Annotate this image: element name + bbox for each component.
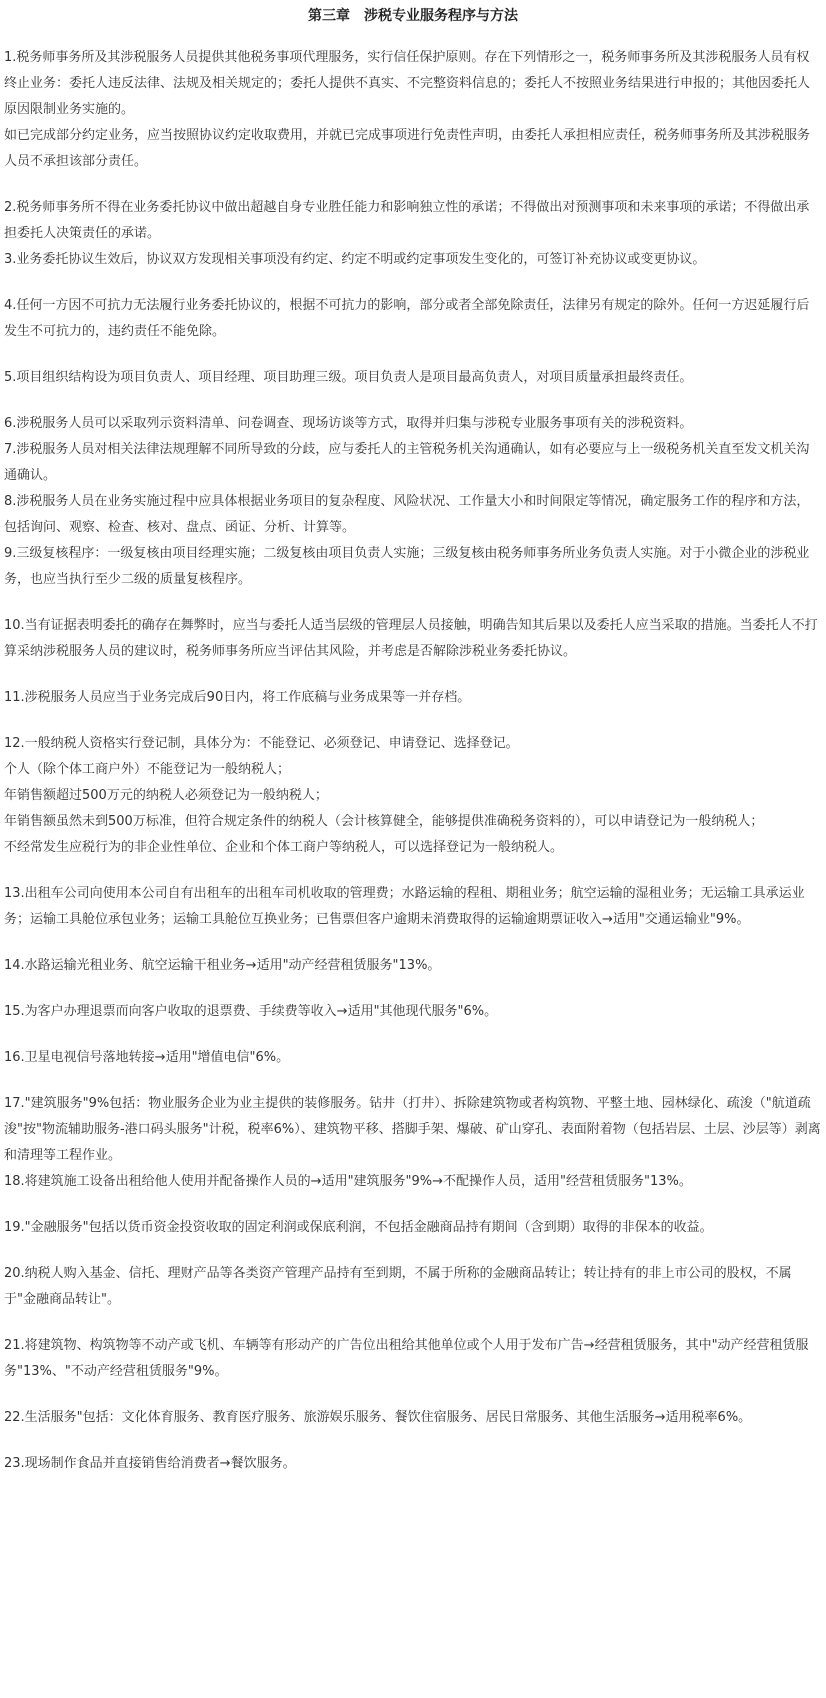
document-body <box>4 45 822 1477</box>
paragraph: 3.业务委托协议生效后，协议双方发现相关事项没有约定、约定不明或约定事项发生变化的，可签订补充协议或变更协议。 <box>4 252 706 267</box>
paragraph: 20.纳税人购入基金、信托、理财产品等各类资产管理产品持有至到期，不属于所称的金融商品转让；转让持有的非上市公司的股权，不属于"金融商品转让"。 <box>4 1266 792 1307</box>
paragraph: 15.为客户办理退票而向客户收取的退票费、手续费等收入→适用"其他现代服务"6%。 <box>4 1004 498 1019</box>
paragraph: 个人（除个体工商户外）不能登记为一般纳税人； <box>4 762 291 777</box>
paragraph: 4.任何一方因不可抗力无法履行业务委托协议的，根据不可抗力的影响，部分或者全部免除责任，法律另有规定的除外。任何一方迟延履行后发生不可抗力的，违约责任不能免除。 <box>4 298 810 339</box>
paragraph-spacer <box>4 593 822 613</box>
paragraph-spacer <box>4 345 822 365</box>
paragraph-spacer <box>4 861 822 881</box>
paragraph: 12.一般纳税人资格实行登记制，具体分为：不能登记、必须登记、申请登记、选择登记。 <box>4 736 519 751</box>
paragraph: 10.当有证据表明委托的确存在舞弊时，应当与委托人适当层级的管理层人员接触，明确告知其后果以及委托人应当采取的措施。当委托人不打算采纳涉税服务人员的建议时，税务师事务所应当评估其风险，并考虑是否解除涉税业务委托协议。 <box>4 618 818 659</box>
paragraph-spacer <box>4 711 822 731</box>
document-page <box>0 7 826 1477</box>
paragraph-spacer <box>4 1313 822 1333</box>
paragraph: 年销售额超过500万元的纳税人必须登记为一般纳税人； <box>4 788 328 803</box>
paragraph: 9.三级复核程序：一级复核由项目经理实施；二级复核由项目负责人实施；三级复核由税务师事务所业务负责人实施。对于小微企业的涉税业务，也应当执行至少二级的质量复核程序。 <box>4 546 810 587</box>
paragraph: 16.卫星电视信号落地转接→适用"增值电信"6%。 <box>4 1050 290 1065</box>
paragraph: 13.出租车公司向使用本公司自有出租车的出租车司机收取的管理费；水路运输的程租、期租业务；航空运输的湿租业务；无运输工具承运业务；运输工具舱位承包业务；运输工具舱位互换业务；已售票但客户逾期未消费取得的运输逾期票证收入→适用"交通运输业"9%。 <box>4 886 805 927</box>
paragraph-spacer <box>4 273 822 293</box>
paragraph: 19."金融服务"包括以货币资金投资收取的固定利润或保底利润，不包括金融商品持有期间（含到期）取得的非保本的收益。 <box>4 1220 713 1235</box>
paragraph: 11.涉税服务人员应当于业务完成后90日内，将工作底稿与业务成果等一并存档。 <box>4 690 471 705</box>
paragraph-spacer <box>4 665 822 685</box>
paragraph: 6.涉税服务人员可以采取列示资料清单、问卷调查、现场访谈等方式，取得并归集与涉税专业服务事项有关的涉税资料。 <box>4 416 693 431</box>
paragraph-spacer <box>4 1195 822 1215</box>
chapter-title: 第三章 涉税专业服务程序与方法 <box>308 8 518 24</box>
paragraph-spacer <box>4 175 822 195</box>
paragraph-spacer <box>4 1385 822 1405</box>
paragraph: 5.项目组织结构设为项目负责人、项目经理、项目助理三级。项目负责人是项目最高负责人，对项目质量承担最终责任。 <box>4 370 693 385</box>
paragraph: 23.现场制作食品并直接销售给消费者→餐饮服务。 <box>4 1456 296 1471</box>
paragraph-spacer <box>4 1431 822 1451</box>
paragraph-spacer <box>4 1025 822 1045</box>
paragraph: 2.税务师事务所不得在业务委托协议中做出超越自身专业胜任能力和影响独立性的承诺；不得做出对预测事项和未来事项的承诺；不得做出承担委托人决策责任的承诺。 <box>4 200 810 241</box>
paragraph: 1.税务师事务所及其涉税服务人员提供其他税务事项代理服务，实行信任保护原则。存在下列情形之一，税务师事务所及其涉税服务人员有权终止业务：委托人违反法律、法规及相关规定的；委托人提供不真实、不完整资料信息的；委托人不按照业务结果进行申报的；其他因委托人原因限制业务实施的。 <box>4 50 811 117</box>
paragraph: 22.生活服务"包括：文化体育服务、教育医疗服务、旅游娱乐服务、餐饮住宿服务、居民日常服务、其他生活服务→适用税率6%。 <box>4 1410 752 1425</box>
paragraph: 21.将建筑物、构筑物等不动产或飞机、车辆等有形动产的广告位出租给其他单位或个人用于发布广告→经营租赁服务，其中"动产经营租赁服务"13%、"不动产经营租赁服务"9%。 <box>4 1338 809 1379</box>
paragraph: 不经常发生应税行为的非企业性单位、企业和个体工商户等纳税人，可以选择登记为一般纳税人。 <box>4 840 564 855</box>
paragraph: 18.将建筑施工设备出租给他人使用并配备操作人员的→适用"建筑服务"9%→不配操作人员，适用"经营租赁服务"13%。 <box>4 1174 692 1189</box>
paragraph: 17."建筑服务"9%包括：物业服务企业为业主提供的装修服务。钻井（打井）、拆除建筑物或者构筑物、平整土地、园林绿化、疏浚（"航道疏浚"按"物流辅助服务-港口码头服务"计税，税率6%）、建筑物平移、搭脚手架、爆破、矿山穿孔、表面附着物（包括岩层、土层、沙层等）剥离和清理等工程作业。 <box>4 1096 821 1163</box>
paragraph: 14.水路运输光租业务、航空运输干租业务→适用"动产经营租赁服务"13%。 <box>4 958 441 973</box>
paragraph-spacer <box>4 979 822 999</box>
paragraph: 7.涉税服务人员对相关法律法规理解不同所导致的分歧，应与委托人的主管税务机关沟通确认，如有必要应与上一级税务机关直至发文机关沟通确认。 <box>4 442 810 483</box>
paragraph-spacer <box>4 391 822 411</box>
paragraph: 年销售额虽然未到500万标准，但符合规定条件的纳税人（会计核算健全，能够提供准确税务资料的），可以申请登记为一般纳税人； <box>4 814 764 829</box>
paragraph-spacer <box>4 1241 822 1261</box>
paragraph-spacer <box>4 933 822 953</box>
paragraph: 如已完成部分约定业务，应当按照协议约定收取费用，并就已完成事项进行免责性声明，由委托人承担相应责任，税务师事务所及其涉税服务人员不承担该部分责任。 <box>4 128 811 169</box>
paragraph: 8.涉税服务人员在业务实施过程中应具体根据业务项目的复杂程度、风险状况、工作量大小和时间限定等情况，确定服务工作的程序和方法，包括询问、观察、检查、核对、盘点、函证、分析、计算等。 <box>4 494 810 535</box>
paragraph-spacer <box>4 1071 822 1091</box>
